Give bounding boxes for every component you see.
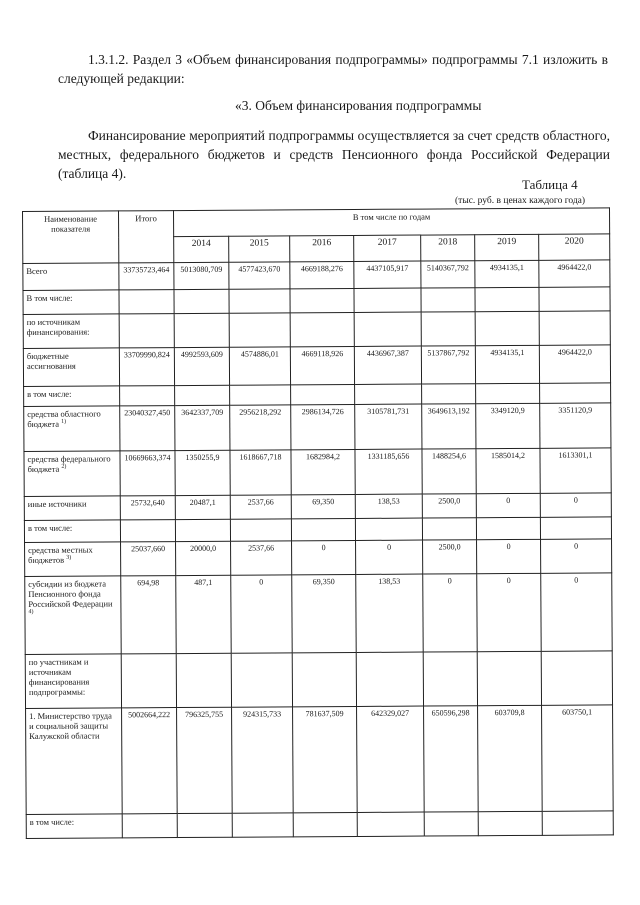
year-value-2019 xyxy=(478,811,542,835)
year-value-2016 xyxy=(293,812,357,836)
year-value-2016 xyxy=(291,518,355,540)
year-value-2020: 0 xyxy=(540,493,611,517)
year-value-2018: 2500,0 xyxy=(423,540,477,574)
year-value-2014: 487,1 xyxy=(176,575,231,653)
year-value-2014: 20487,1 xyxy=(175,495,230,519)
year-value-2014 xyxy=(175,385,230,405)
table-row xyxy=(24,403,611,452)
year-header: 2018 xyxy=(421,235,475,261)
table-row xyxy=(25,651,612,709)
row-total xyxy=(120,386,175,406)
section-heading: «3. Объем финансирования подпрограммы xyxy=(235,98,482,113)
year-header: 2015 xyxy=(229,236,290,262)
year-value-2017 xyxy=(354,312,421,346)
footnote-marker: 2) xyxy=(61,463,67,470)
year-value-2016: 69,350 xyxy=(291,494,355,518)
row-total xyxy=(122,814,177,838)
row-total xyxy=(119,314,174,348)
year-value-2015: 1618667,718 xyxy=(230,450,291,495)
year-value-2016 xyxy=(292,652,356,706)
year-value-2015 xyxy=(230,519,291,541)
year-value-2020: 0 xyxy=(541,539,612,573)
row-label-text: в том числе: xyxy=(27,522,73,533)
row-label xyxy=(25,654,121,709)
year-value-2015 xyxy=(229,289,290,313)
row-total xyxy=(120,520,175,542)
year-value-2014: 1350255,9 xyxy=(175,450,230,495)
year-value-2019 xyxy=(475,311,539,345)
row-label-text: иные источники xyxy=(27,498,87,509)
row-total: 5002664,222 xyxy=(122,708,178,814)
year-value-2018: 5137867,792 xyxy=(421,346,475,384)
year-value-2016: 4669188,276 xyxy=(290,261,354,288)
footnote-marker: 4) xyxy=(28,609,34,616)
row-label-text: в том числе: xyxy=(27,388,72,399)
header-total: Итого xyxy=(119,211,174,263)
year-value-2017 xyxy=(357,812,424,836)
year-value-2016: 781637,509 xyxy=(293,706,358,812)
year-value-2016: 69,350 xyxy=(292,574,356,652)
year-header: 2016 xyxy=(290,235,354,261)
year-value-2015 xyxy=(232,813,293,837)
table-row xyxy=(26,705,614,815)
year-value-2015 xyxy=(231,653,292,707)
year-value-2018: 650596,298 xyxy=(424,706,479,812)
table-row xyxy=(24,448,611,497)
row-label xyxy=(23,314,119,349)
row-label xyxy=(23,290,119,315)
row-label-text: Всего xyxy=(26,265,48,276)
row-label-text: по источникам финансирования: xyxy=(26,316,90,337)
row-label xyxy=(24,451,120,497)
paragraph-amendment: 1.3.1.2. Раздел 3 «Объем финансирования подпрограммы» подпрограммы 7.1 изложить в следующей редакции: xyxy=(58,52,608,86)
year-value-2015 xyxy=(230,385,291,405)
year-value-2014: 4992593,609 xyxy=(174,347,229,385)
paragraph-financing: Финансирование мероприятий подпрограммы осуществляется за счет средств областного, местных, федерального бюджетов и средств Пенсионного фонда Российской Федерации (таблица 4). xyxy=(58,128,610,181)
row-label-text: по участникам и источникам финансирования подпрограммы: xyxy=(28,656,90,697)
year-value-2020 xyxy=(539,287,610,311)
row-label-text: В том числе: xyxy=(26,292,73,303)
row-label xyxy=(24,386,120,407)
table-row xyxy=(25,539,612,577)
year-value-2016: 4669118,926 xyxy=(290,346,354,384)
year-header: 2020 xyxy=(539,234,610,260)
year-value-2020: 4964422,0 xyxy=(539,345,610,383)
row-total: 33735723,464 xyxy=(119,263,174,290)
year-value-2016 xyxy=(290,312,354,346)
row-label-text: средства областного бюджета xyxy=(27,408,101,429)
year-value-2020: 3351120,9 xyxy=(540,403,611,448)
row-label-text: бюджетные ассигнования xyxy=(26,350,76,371)
year-value-2019 xyxy=(477,651,541,705)
year-value-2015: 2537,66 xyxy=(230,495,291,519)
year-value-2017: 4436967,387 xyxy=(354,346,421,384)
year-value-2014 xyxy=(176,653,231,707)
year-value-2015: 2956218,292 xyxy=(230,405,291,450)
year-value-2018 xyxy=(423,652,477,706)
year-value-2020: 1613301,1 xyxy=(540,448,611,493)
year-value-2020 xyxy=(540,517,611,539)
year-value-2015: 0 xyxy=(231,575,292,653)
year-value-2020 xyxy=(539,311,610,345)
row-label-text: в том числе: xyxy=(29,816,75,827)
year-value-2018 xyxy=(421,312,475,346)
year-value-2017: 0 xyxy=(356,540,423,574)
year-value-2017: 642329,027 xyxy=(357,706,425,812)
year-value-2015: 924315,733 xyxy=(232,707,294,813)
year-value-2018: 3649613,192 xyxy=(422,404,476,449)
row-label xyxy=(26,814,122,839)
year-value-2015: 4574886,01 xyxy=(229,347,290,385)
year-value-2014 xyxy=(175,519,230,541)
year-value-2018 xyxy=(422,518,476,540)
year-value-2017: 1331185,656 xyxy=(355,449,422,494)
year-value-2016 xyxy=(290,288,354,312)
year-header: 2017 xyxy=(354,235,421,261)
year-value-2016: 0 xyxy=(292,540,356,574)
year-value-2017 xyxy=(355,384,422,404)
row-total: 25732,640 xyxy=(120,496,175,520)
year-value-2017 xyxy=(355,518,422,540)
year-value-2020: 4964422,0 xyxy=(539,260,610,287)
year-value-2016 xyxy=(291,384,355,404)
row-label xyxy=(23,263,119,291)
row-total: 33709990,824 xyxy=(119,348,174,386)
table-unit-note: (тыс. руб. в ценах каждого года) xyxy=(455,196,586,206)
year-value-2014 xyxy=(174,289,229,313)
year-value-2014: 5013080,709 xyxy=(174,262,229,289)
year-value-2018: 1488254,6 xyxy=(422,449,476,494)
year-value-2016: 1682984,2 xyxy=(291,449,355,494)
year-value-2018 xyxy=(424,812,478,836)
year-value-2019: 0 xyxy=(477,573,541,651)
row-total: 10669663,374 xyxy=(120,451,175,496)
year-value-2018: 0 xyxy=(423,574,477,652)
row-label xyxy=(25,576,121,655)
year-value-2019: 1585014,2 xyxy=(476,448,540,493)
table-row xyxy=(23,260,610,291)
row-total: 23040327,450 xyxy=(120,406,175,451)
row-label xyxy=(24,406,120,452)
table-row xyxy=(23,345,610,387)
footnote-marker: 1) xyxy=(61,418,67,425)
row-label-text: средства федерального бюджета xyxy=(27,453,111,474)
year-value-2020 xyxy=(541,651,612,705)
year-value-2019: 4934135,1 xyxy=(475,260,539,287)
year-value-2016: 2986134,726 xyxy=(291,404,355,449)
row-total xyxy=(121,654,176,708)
year-value-2017: 138,53 xyxy=(355,494,422,518)
year-value-2014: 3642337,709 xyxy=(175,405,230,450)
row-label xyxy=(25,542,121,577)
row-label-text: средства местных бюджетов xyxy=(28,544,93,565)
year-value-2019: 0 xyxy=(477,539,541,573)
table-row xyxy=(26,811,613,839)
year-value-2020 xyxy=(542,811,613,835)
table-row xyxy=(23,311,610,349)
table-row xyxy=(23,287,610,315)
row-label-text: субсидии из бюджета Пенсионного фонда Российской Федерации xyxy=(28,578,113,609)
year-value-2014 xyxy=(177,813,232,837)
row-label xyxy=(26,708,123,815)
footnote-marker: 3) xyxy=(66,554,72,561)
row-label xyxy=(24,496,120,521)
year-value-2014: 796325,755 xyxy=(177,707,233,813)
year-value-2015 xyxy=(229,313,290,347)
row-total: 25037,660 xyxy=(121,542,176,576)
year-value-2019: 4934135,1 xyxy=(475,345,539,383)
year-value-2020: 0 xyxy=(541,573,613,651)
year-value-2014 xyxy=(174,313,229,347)
header-name: Наименование показателя xyxy=(23,211,119,264)
year-value-2015: 4577423,670 xyxy=(229,262,290,289)
row-label-text: 1. Министерство труда и социальной защиты Калужской области xyxy=(29,710,112,741)
year-header: 2014 xyxy=(174,236,229,262)
header-row-1 xyxy=(23,208,610,238)
year-value-2020 xyxy=(540,383,611,403)
year-value-2017 xyxy=(356,652,423,706)
year-value-2018: 5140367,792 xyxy=(421,261,475,288)
year-value-2017: 4437105,917 xyxy=(354,261,421,288)
year-value-2019: 3349120,9 xyxy=(476,403,540,448)
table-row xyxy=(25,573,613,655)
year-value-2017 xyxy=(354,288,421,312)
financing-table xyxy=(22,207,614,839)
year-value-2018: 2500,0 xyxy=(422,494,476,518)
year-value-2019 xyxy=(476,517,540,539)
year-value-2020: 603750,1 xyxy=(542,705,614,811)
row-total: 694,98 xyxy=(121,576,176,654)
year-value-2015: 2537,66 xyxy=(231,541,292,575)
year-value-2019 xyxy=(476,383,540,403)
table-row xyxy=(24,493,611,521)
year-value-2014: 20000,0 xyxy=(176,541,231,575)
year-value-2017: 3105781,731 xyxy=(355,404,422,449)
year-value-2019 xyxy=(475,287,539,311)
header-years-group: В том числе по годам xyxy=(174,208,610,237)
row-label xyxy=(23,348,119,387)
row-total xyxy=(119,290,174,314)
table-caption: Таблица 4 xyxy=(522,177,578,192)
year-value-2019: 0 xyxy=(476,493,540,517)
year-header: 2019 xyxy=(475,234,539,260)
year-value-2018 xyxy=(422,384,476,404)
row-label xyxy=(24,520,120,543)
year-value-2018 xyxy=(421,288,475,312)
year-value-2017: 138,53 xyxy=(356,574,423,652)
year-value-2019: 603709,8 xyxy=(478,705,543,811)
